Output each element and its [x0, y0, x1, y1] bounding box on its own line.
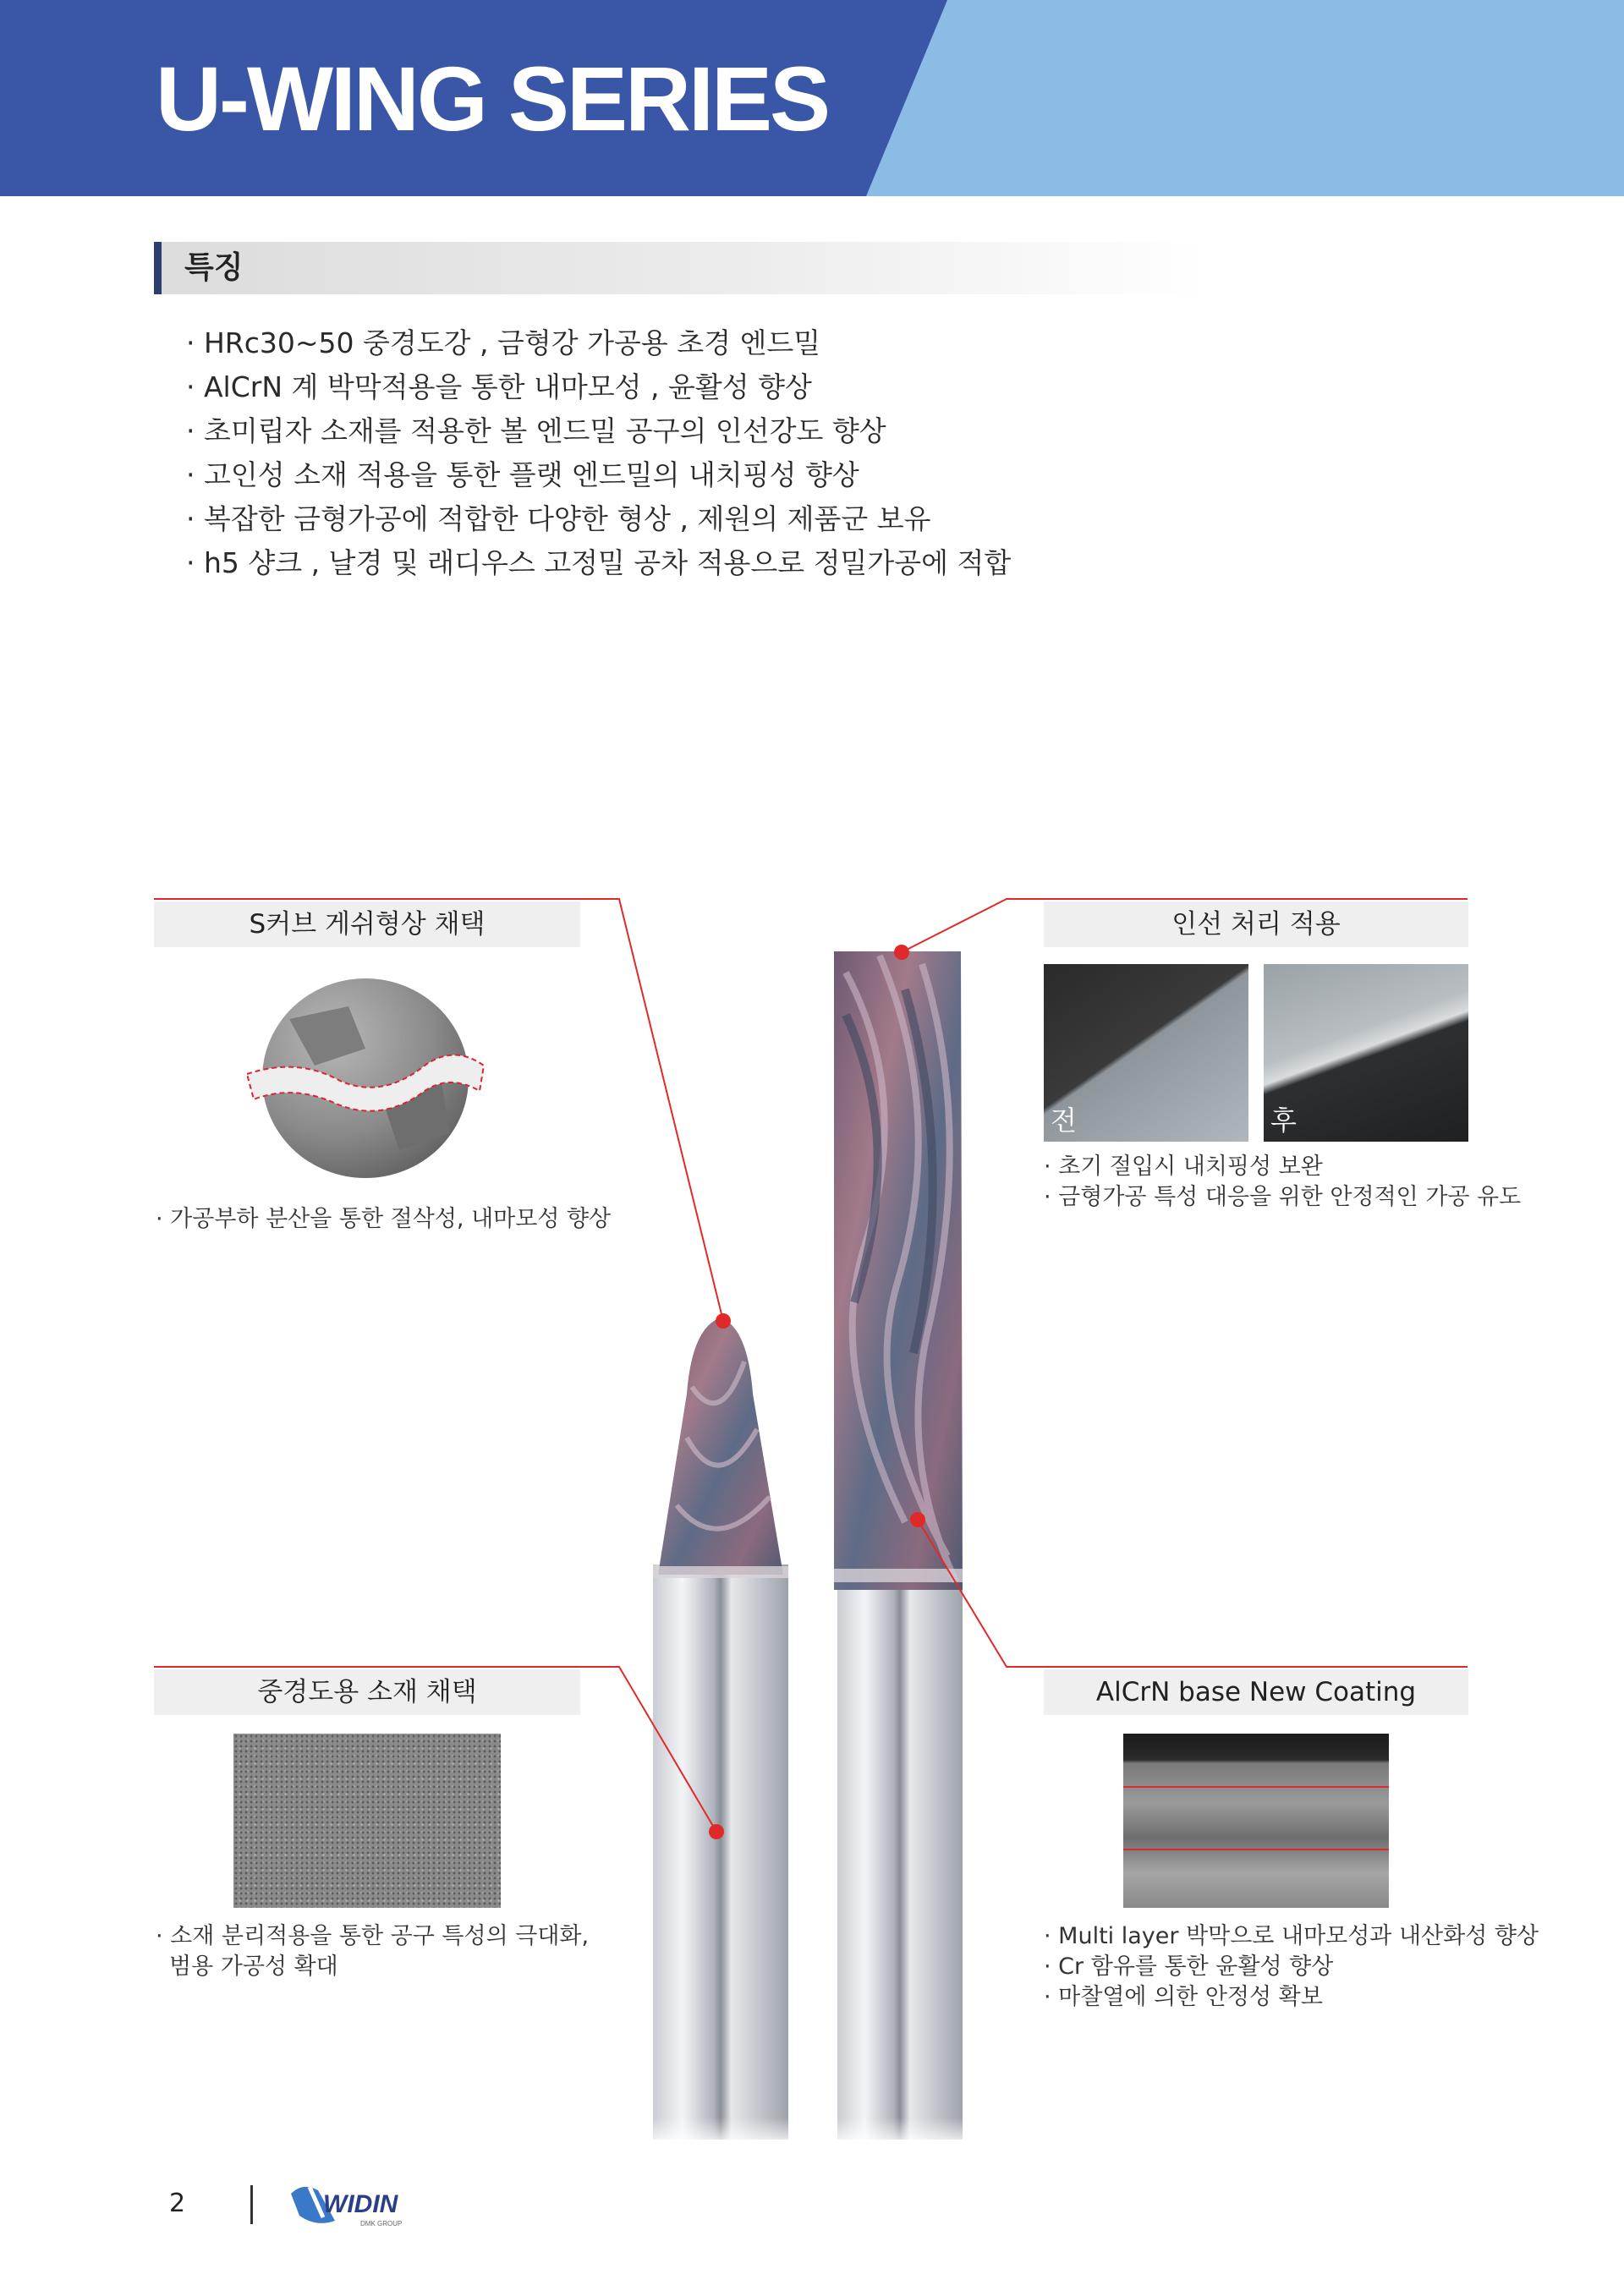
note-item: · 마찰열에 의한 안정성 확보 [1044, 1982, 1539, 2013]
edge-after-label: 후 [1270, 1104, 1297, 1137]
notes-s-curve [156, 1204, 611, 1235]
logo-text: WIDIN [323, 2190, 398, 2218]
callout-dot-s-curve [716, 1313, 731, 1329]
note-item: · 소재 분리적용을 통한 공구 특성의 극대화, [156, 1921, 589, 1952]
feature-item: · AlCrN 계 박막적용을 통한 내마모성 , 윤활성 향상 [186, 365, 1011, 409]
material-micro-photo [233, 1734, 501, 1908]
feature-item: · HRc30~50 중경도강 , 금형강 가공용 초경 엔드밀 [186, 321, 1011, 365]
page-number: 2 [169, 2189, 186, 2218]
coating-layer-line [1123, 1849, 1389, 1850]
note-item: · 가공부하 분산을 통한 절삭성, 내마모성 향상 [156, 1204, 611, 1235]
notes-edge [1044, 1152, 1521, 1213]
note-item: · 초기 절입시 내치핑성 보완 [1044, 1152, 1521, 1182]
callout-dot-coating [910, 1512, 925, 1527]
label-material: 중경도용 소재 채택 [154, 1669, 580, 1715]
feature-heading: 특징 [184, 250, 244, 285]
logo-subtext: DMK GROUP [360, 2220, 403, 2228]
note-item: · Cr 함유를 통한 윤활성 향상 [1044, 1952, 1539, 1982]
s-curve-ball-illustration [239, 973, 492, 1184]
feature-item: · 고인성 소재 적용을 통한 플랫 엔드밀의 내치핑성 향상 [186, 453, 1011, 497]
widin-logo [284, 2178, 428, 2231]
label-coating: AlCrN base New Coating [1044, 1669, 1468, 1715]
callout-dot-material [709, 1824, 724, 1839]
coating-layer-line [1123, 1786, 1389, 1788]
footer-divider [250, 2185, 253, 2224]
note-item: · 금형가공 특성 대응을 위한 안정적인 가공 유도 [1044, 1182, 1521, 1213]
page-title: U-WING SERIES [156, 47, 829, 150]
note-item-continued: 범용 가공성 확대 [169, 1954, 338, 1980]
feature-item: · h5 샹크 , 날경 및 래디우스 고정밀 공차 적용으로 정밀가공에 적합 [186, 541, 1011, 585]
feature-item: · 복잡한 금형가공에 적합한 다양한 형상 , 제원의 제품군 보유 [186, 497, 1011, 541]
callout-dot-edge [894, 945, 909, 960]
coating-cross-section-photo [1123, 1734, 1389, 1908]
edge-before-label: 전 [1051, 1104, 1077, 1137]
feature-item: · 초미립자 소재를 적용한 볼 엔드밀 공구의 인선강도 향상 [186, 409, 1011, 453]
notes-coating [1044, 1921, 1539, 2013]
label-s-curve: S커브 게쉬형상 채택 [154, 901, 580, 947]
note-item: · Multi layer 박막으로 내마모성과 내산화성 향상 [1044, 1921, 1539, 1952]
notes-material [156, 1921, 589, 1982]
label-edge-treatment: 인선 처리 적용 [1044, 901, 1468, 947]
